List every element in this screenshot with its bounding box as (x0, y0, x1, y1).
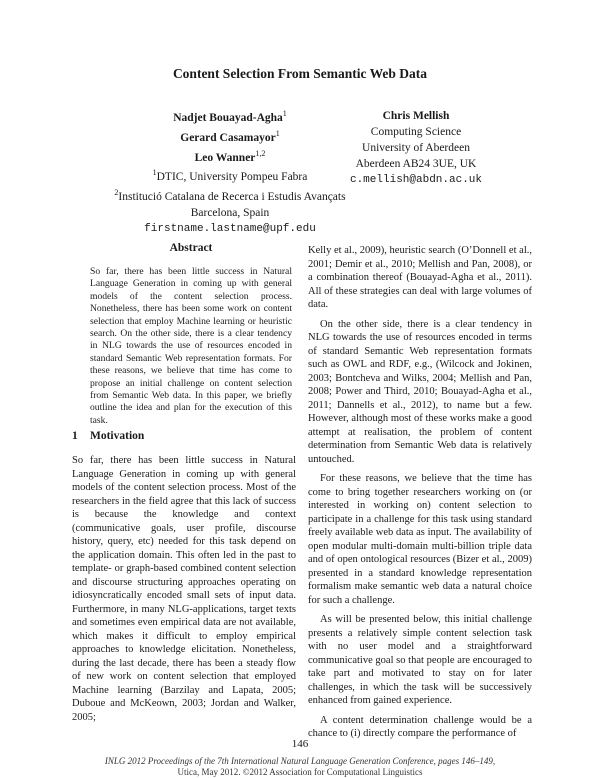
affiliation-2: $^2$Institució Catalana de Recerca i Estudis Avançats (114, 188, 346, 204)
footer-line-2: Utica, May 2012. ©2012 Association for Computational Linguistics (177, 767, 423, 777)
abstract-heading: Abstract (169, 242, 213, 254)
affiliation-1: $^1$DTIC, University Pompeu Fabra (152, 168, 308, 184)
authors-right-block (330, 108, 502, 188)
paragraph: So far, there has been little success in Natural Language Generation in coming up with general models of the content selection process. Most of the researchers in the field agree that this lack of success is because the knowledge and context (communicative goals, user profile, discourse history, query, etc) needed for this task depend on the application domain. This often led in the past to template- or graph-based combined content selection and discourse structuring approaches operating on idiosyncratically encoded small sets of input data. Furthermore, in many NLG-applications, target texts and sometimes even empirical data are not available, which makes it difficult to employ empirical approaches to knowledge elicitation. Nonetheless, during the last decade, there has been a steady flow of new work on content selection that employed Machine learning (Barzilay and Lapata, 2005; Duboue and McKeown, 2003; Jordan and Walker, 2005; (72, 455, 296, 723)
email-right: c.mellish@abdn.ac.uk (349, 174, 483, 186)
author-4-dept: Computing Science (370, 126, 462, 138)
left-column-body (72, 454, 296, 724)
author-1: Nadjet Bouayad-Agha$^1$ (173, 109, 287, 124)
section-title: Motivation (90, 430, 145, 442)
footer-line-1: INLG 2012 Proceedings of the 7th International Natural Language Generation Conference, pages 146–149, (104, 756, 496, 766)
author-4-university: University of Aberdeen (362, 142, 470, 154)
section-number: 1 (72, 430, 78, 442)
abstract-text: So far, there has been little success in Natural Language Generation in coming up with general models of the content selection process. Nonetheless, there has been some work on content selection that employ Machine learning or heuristic search. On the other side, there is a clear tendency in NLG towards the use of resources encoded in standard Semantic Web representation formats. For these reasons, we believe that time has come to propose an initial challenge on content selection from Semantic Web data. In this paper, we briefly outline the idea and plan for the execution of this task. (90, 266, 292, 426)
paragraph: Kelly et al., 2009), heuristic search (O’Donnell et al., 2001; Demir et al., 2010; Mellish and Pan, 2008), or a combination thereof (Bouayad-Agha et al., 2011). All of these strategies can deal with large volumes of data. (308, 245, 532, 310)
author-4-address: Aberdeen AB24 3UE, UK (355, 158, 477, 170)
paragraph: For these reasons, we believe that the time has come to bring together researchers working on (or interested in working on) content selection to participate in a challenge for this task using standard freely available web data as input. The availability of open modular multi-domain multi-billion triple data and of open ontological resources (Bizer et al., 2009) presented in a standard knowledge representation formalism make semantic web data a natural choice for such a challenge. (308, 473, 532, 606)
email-left: firstname.lastname@upf.edu (144, 223, 316, 236)
paragraph: A content determination challenge would be a chance to (i) directly compare the performance of (308, 714, 532, 739)
right-column-body (308, 244, 532, 747)
authors-left-block (96, 106, 364, 237)
page-footer (0, 756, 600, 778)
page-number: 146 (291, 738, 309, 750)
section-heading (72, 430, 144, 442)
affiliation-city: Barcelona, Spain (190, 207, 270, 220)
author-4: Chris Mellish (382, 110, 450, 122)
author-3: Leo Wanner$^{1,2}$ (194, 148, 266, 164)
author-2: Gerard Casamayor$^1$ (180, 128, 280, 144)
paper-title: Content Selection From Semantic Web Data (172, 66, 428, 81)
paragraph: As will be presented below, this initial challenge presents a relatively simple content selection task with no user model and a straightforward communicative goal so that people are encouraged to take part and motivated to stay on for later challenges, in which the task will be successively enhanced from gained experience. (308, 614, 532, 706)
paragraph: On the other side, there is a clear tendency in NLG towards the use of resources encoded in terms of standard Semantic Web representation formats such as OWL and RDF, e.g., (Wilcock and Jokinen, 2003; Bontcheva and Wilks, 2004; Mellish and Pan, 2008; Power and Third, 2010; Bouayad-Agha et al., 2011; Dannells et al., 2012), to name but a few. However, although most of these works make a good attempt at realisation, the problem of content determination from Semantic Web data is relatively untouched. (308, 318, 532, 465)
